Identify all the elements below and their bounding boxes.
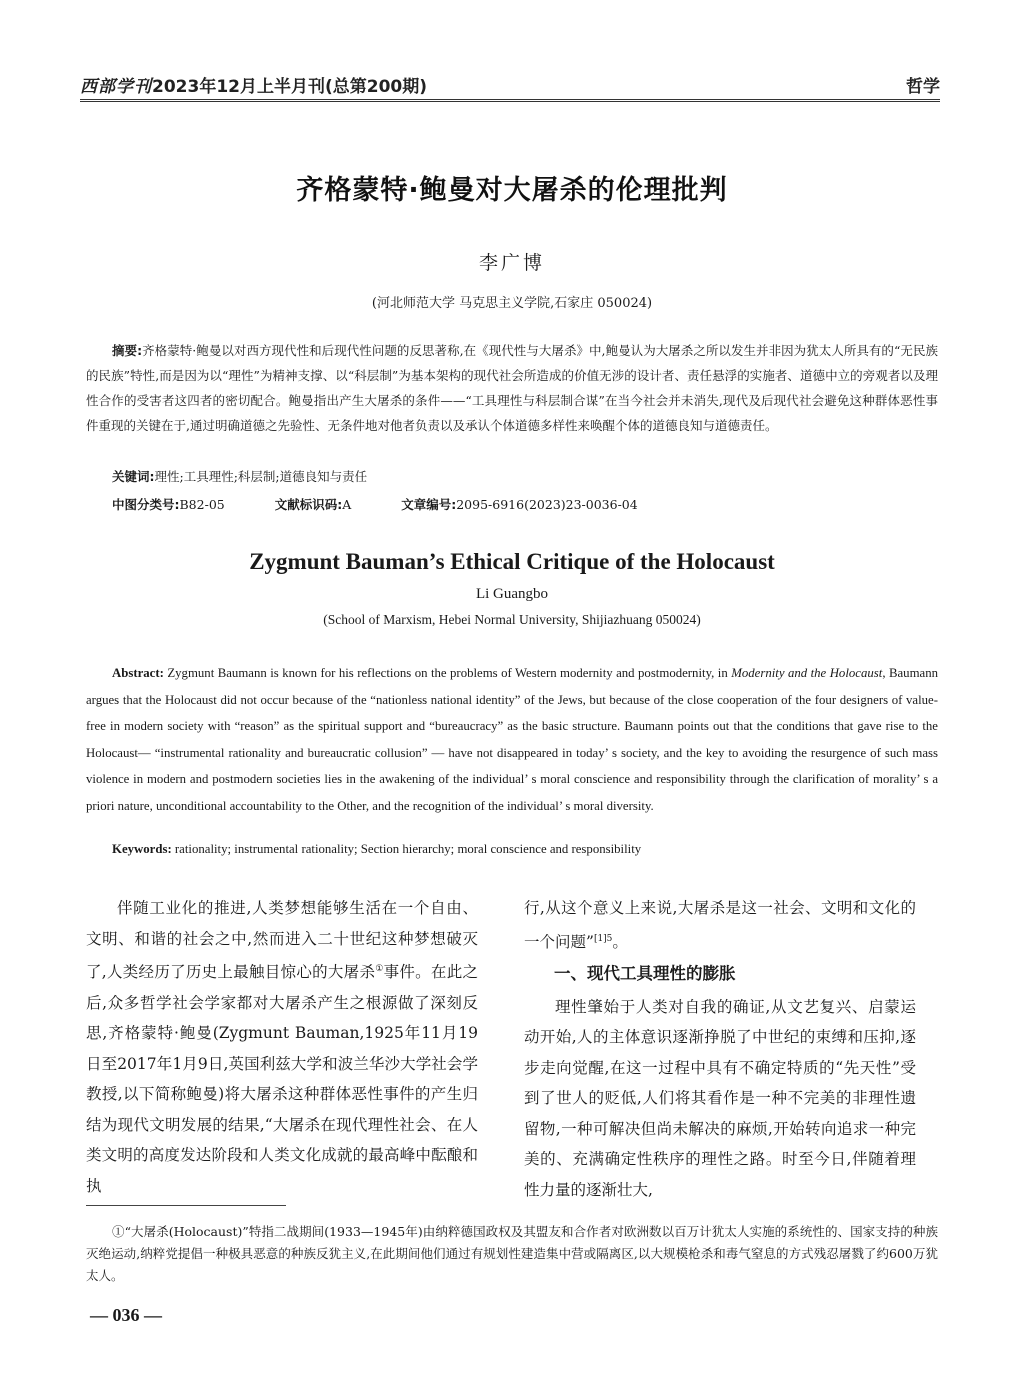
- doc-code-value: A: [342, 497, 352, 512]
- abstract-cn-text: 齐格蒙特·鲍曼以对西方现代性和后现代性问题的反思著称,在《现代性与大屠杀》中,鲍曼认为大屠杀之所以发生并非因为犹太人所具有的“无民族的民族”特性,而是因为以“理性”为精神支撑、以“科层制”为基本架构的现代社会所造成的价值无涉的设计者、责任悬浮的实施者、道德中立的旁观者以及理性合作的受害者这四者的密切配合。鲍曼指出产生大屠杀的条件——“工具理性与科层制合谋”在当今社会并未消失,现代及后现代社会避免这种群体恶性事件重现的关键在于,通过明确道德之先验性、无条件地对他者负责以及承认个体道德多样性来唤醒个体的道德良知与道德责任。: [86, 343, 938, 433]
- body-paragraph-section1: 理性肇始于人类对自我的确证,从文艺复兴、启蒙运动开始,人的主体意识逐渐挣脱了中世纪的束缚和压抑,逐步走向觉醒,在这一过程中具有不确定特质的“先天性”受到了世人的贬低,人们将其看作是一种不完美的非理性遗留物,一种可解决但尚未解决的麻烦,开始转向追求一种完美的、充满确定性秩序的理性之路。时至今日,伴随着理性力量的逐渐壮大,: [524, 997, 916, 1199]
- intro-text-a: 伴随工业化的推进,人类梦想能够生活在一个自由、文明、和谐的社会之中,然而进入二十世纪这种梦想破灭了,人类经历了历史上最触目惊心的大屠杀: [86, 899, 478, 982]
- keywords-cn-label: 关键词:: [112, 469, 155, 484]
- body-column-right: [524, 893, 916, 1205]
- clc-label: 中图分类号:: [112, 497, 180, 512]
- continued-text: 行,从这个意义上来说,大屠杀是这一社会、文明和文化的一个问题”: [524, 899, 916, 951]
- continued-text-end: 。: [612, 932, 628, 951]
- page-number: — 036 —: [90, 1305, 162, 1325]
- body-paragraph-intro: [86, 893, 478, 1201]
- journal-issue-line: [80, 72, 427, 97]
- journal-logo: 西部学刊: [80, 77, 152, 97]
- abstract-cn-label: 摘要:: [112, 343, 143, 358]
- keywords-cn-text: 理性;工具理性;科层制;道德良知与责任: [154, 469, 368, 484]
- article-title-cn: 齐格蒙特·鲍曼对大屠杀的伦理批判: [296, 175, 728, 206]
- keywords-cn: [112, 467, 938, 485]
- keywords-en-text: rationality; instrumental rationality; Section hierarchy; moral conscience and responsibility: [174, 842, 642, 856]
- citation-marker[interactable]: [1]5: [593, 933, 613, 944]
- affiliation-cn: (河北师范大学 马克思主义学院,石家庄 050024): [371, 296, 653, 311]
- section-label: 哲学: [906, 77, 940, 97]
- clc-block: [112, 495, 225, 513]
- keywords-en-label: Keywords:: [112, 842, 172, 856]
- abstract-en-text-2: , Baumann argues that the Holocaust did not occur because of the “nationless national identity” of the Jews, but because of the close cooperation of the four designers of value-free in modern society with “reason” as the spiritual support and “bureaucracy” as the basic structure. Baumann points out that the conditions that gave rise to the Holocaust— “instrumental rationality and bureaucratic collusion” — have not disappeared in today’ s society, and the key to avoiding the resurgence of such mass violence in modern and postmodern societies lies in the awakening of the individual’ s moral conscience and responsibility through the clarification of morality’ s a priori nature, unconditional accountability to the Other, and the recognition of the individual’ s moral diversity.: [86, 666, 939, 813]
- author-name-en: Li Guangbo: [475, 586, 549, 602]
- article-no-value: 2095-6916(2023)23-0036-04: [456, 497, 638, 512]
- article-title-en: Zygmunt Bauman’s Ethical Critique of the Holocaust: [249, 549, 775, 574]
- abstract-en-book-title: Modernity and the Holocaust: [731, 666, 883, 680]
- clc-value: B82-05: [179, 497, 225, 512]
- abstract-en-text-1: Zygmunt Baumann is known for his reflections on the problems of Western modernity and postmodernity, in: [167, 666, 728, 680]
- body-column-left: [86, 893, 478, 1201]
- abstract-en: [86, 660, 938, 819]
- abstract-en-label: Abstract:: [112, 666, 164, 680]
- abstract-cn: [86, 338, 938, 438]
- footnote-rule: [86, 1205, 286, 1206]
- intro-text-b: 事件。在此之后,众多哲学社会学家都对大屠杀产生之根源做了深刻反思,齐格蒙特·鲍曼(Zygmunt Bauman,1925年11月19日至2017年1月9日,英国利兹大学和波兰华沙大学社会学教授,以下简称鲍曼)将大屠杀这种群体恶性事件的产生归结为现代文明发展的结果,“大屠杀在现代理性社会、在人类文明的高度发达阶段和人类文化成就的最高峰中酝酿和执: [86, 963, 478, 1195]
- footnote-marker[interactable]: ①: [375, 964, 384, 974]
- header-rule: [80, 99, 940, 102]
- classification-row: [112, 495, 684, 513]
- article-no-label: 文章编号:: [401, 497, 457, 512]
- section-heading-1: 一、现代工具理性的膨胀: [554, 964, 736, 984]
- footnote: ①“大屠杀(Holocaust)”特指二战期间(1933—1945年)由纳粹德国政权及其盟友和合作者对欧洲数以百万计犹太人实施的系统性的、国家支持的种族灭绝运动,纳粹党提倡一种极具恶意的种族反犹主义,在此期间他们通过有规划性建造集中营或隔离区,以大规模枪杀和毒气窒息的方式残忍屠戮了约600万犹太人。: [86, 1224, 938, 1283]
- article-no-block: [401, 495, 637, 513]
- keywords-en: [112, 842, 938, 857]
- doc-code-label: 文献标识码:: [274, 497, 343, 512]
- running-header: [80, 70, 940, 102]
- doc-code-block: [275, 495, 352, 513]
- author-name-cn: 李广博: [478, 252, 545, 274]
- affiliation-en: (School of Marxism, Hebei Normal University, Shijiazhuang 050024): [323, 612, 701, 627]
- body-paragraph-continued: [524, 893, 916, 957]
- issue-info: 2023年12月上半月刊(总第200期): [152, 77, 427, 97]
